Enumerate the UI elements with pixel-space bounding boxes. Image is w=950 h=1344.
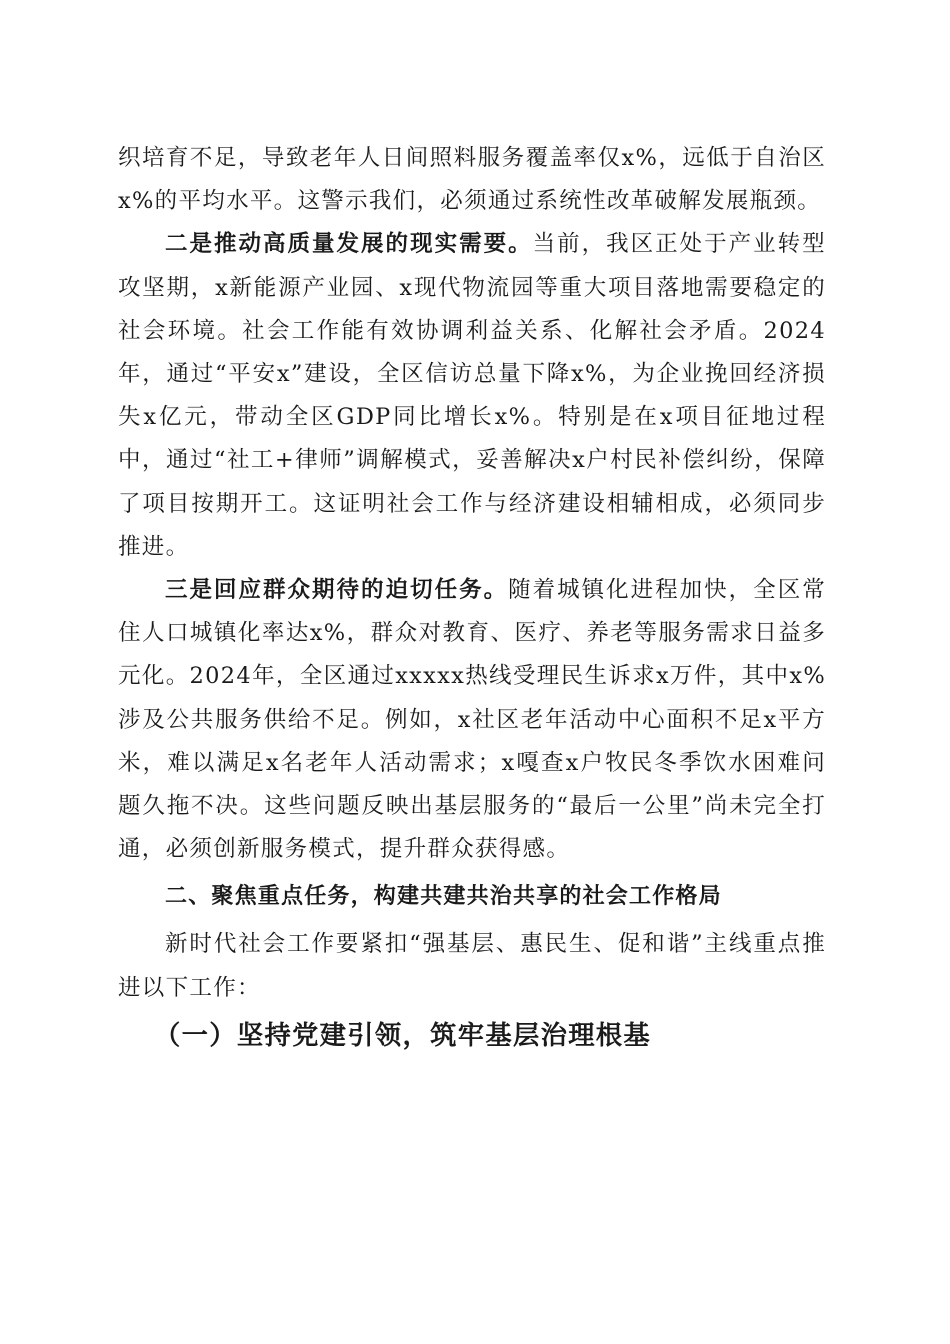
paragraph-lead: 三是回应群众期待的迫切任务。 [165, 577, 509, 604]
paragraph-intro: 新时代社会工作要紧扣“强基层、惠民生、促和谐”主线重点推进以下工作： [118, 931, 826, 1001]
paragraph-lead: 二是推动高质量发展的现实需要。 [165, 231, 533, 258]
paragraph-point-three [118, 569, 826, 871]
paragraph-body: 当前，我区正处于产业转型攻坚期，x新能源产业园、x现代物流园等重大项目落地需要稳定的社会环境。社会工作能有效协调利益关系、化解社会矛盾。2024年，通过“平安x”建设，全区信访总量下降x%，为企业挽回经济损失x亿元，带动全区GDP同比增长x%。特别是在x项目征地过程中，通过“社工+律师”调解模式，妥善解决x户村民补偿纠纷，保障了项目按期开工。这证明社会工作与经济建设相辅相成，必须同步推进。 [118, 231, 826, 560]
document-body [118, 137, 826, 1062]
subsection-heading: （一）坚持党建引领，筑牢基层治理根基 [154, 1019, 652, 1051]
paragraph-continuation: 织培育不足，导致老年人日间照料服务覆盖率仅x%，远低于自治区x%的平均水平。这警示我们，必须通过系统性改革破解发展瓶颈。 [118, 145, 826, 215]
paragraph-point-two [118, 223, 826, 569]
section-heading: 二、聚焦重点任务，构建共建共治共享的社会工作格局 [165, 884, 722, 910]
paragraph-body: 随着城镇化进程加快，全区常住人口城镇化率达x%，群众对教育、医疗、养老等服务需求日益多元化。2024年，全区通过xxxxx热线受理民生诉求x万件，其中x%涉及公共服务供给不足。例如，x社区老年活动中心面积不足x平方米，难以满足x名老年人活动需求；x嘎查x户牧民冬季饮水困难问题久拖不决。这些问题反映出基层服务的“最后一公里”尚未完全打通，必须创新服务模式，提升群众获得感。 [118, 577, 826, 863]
